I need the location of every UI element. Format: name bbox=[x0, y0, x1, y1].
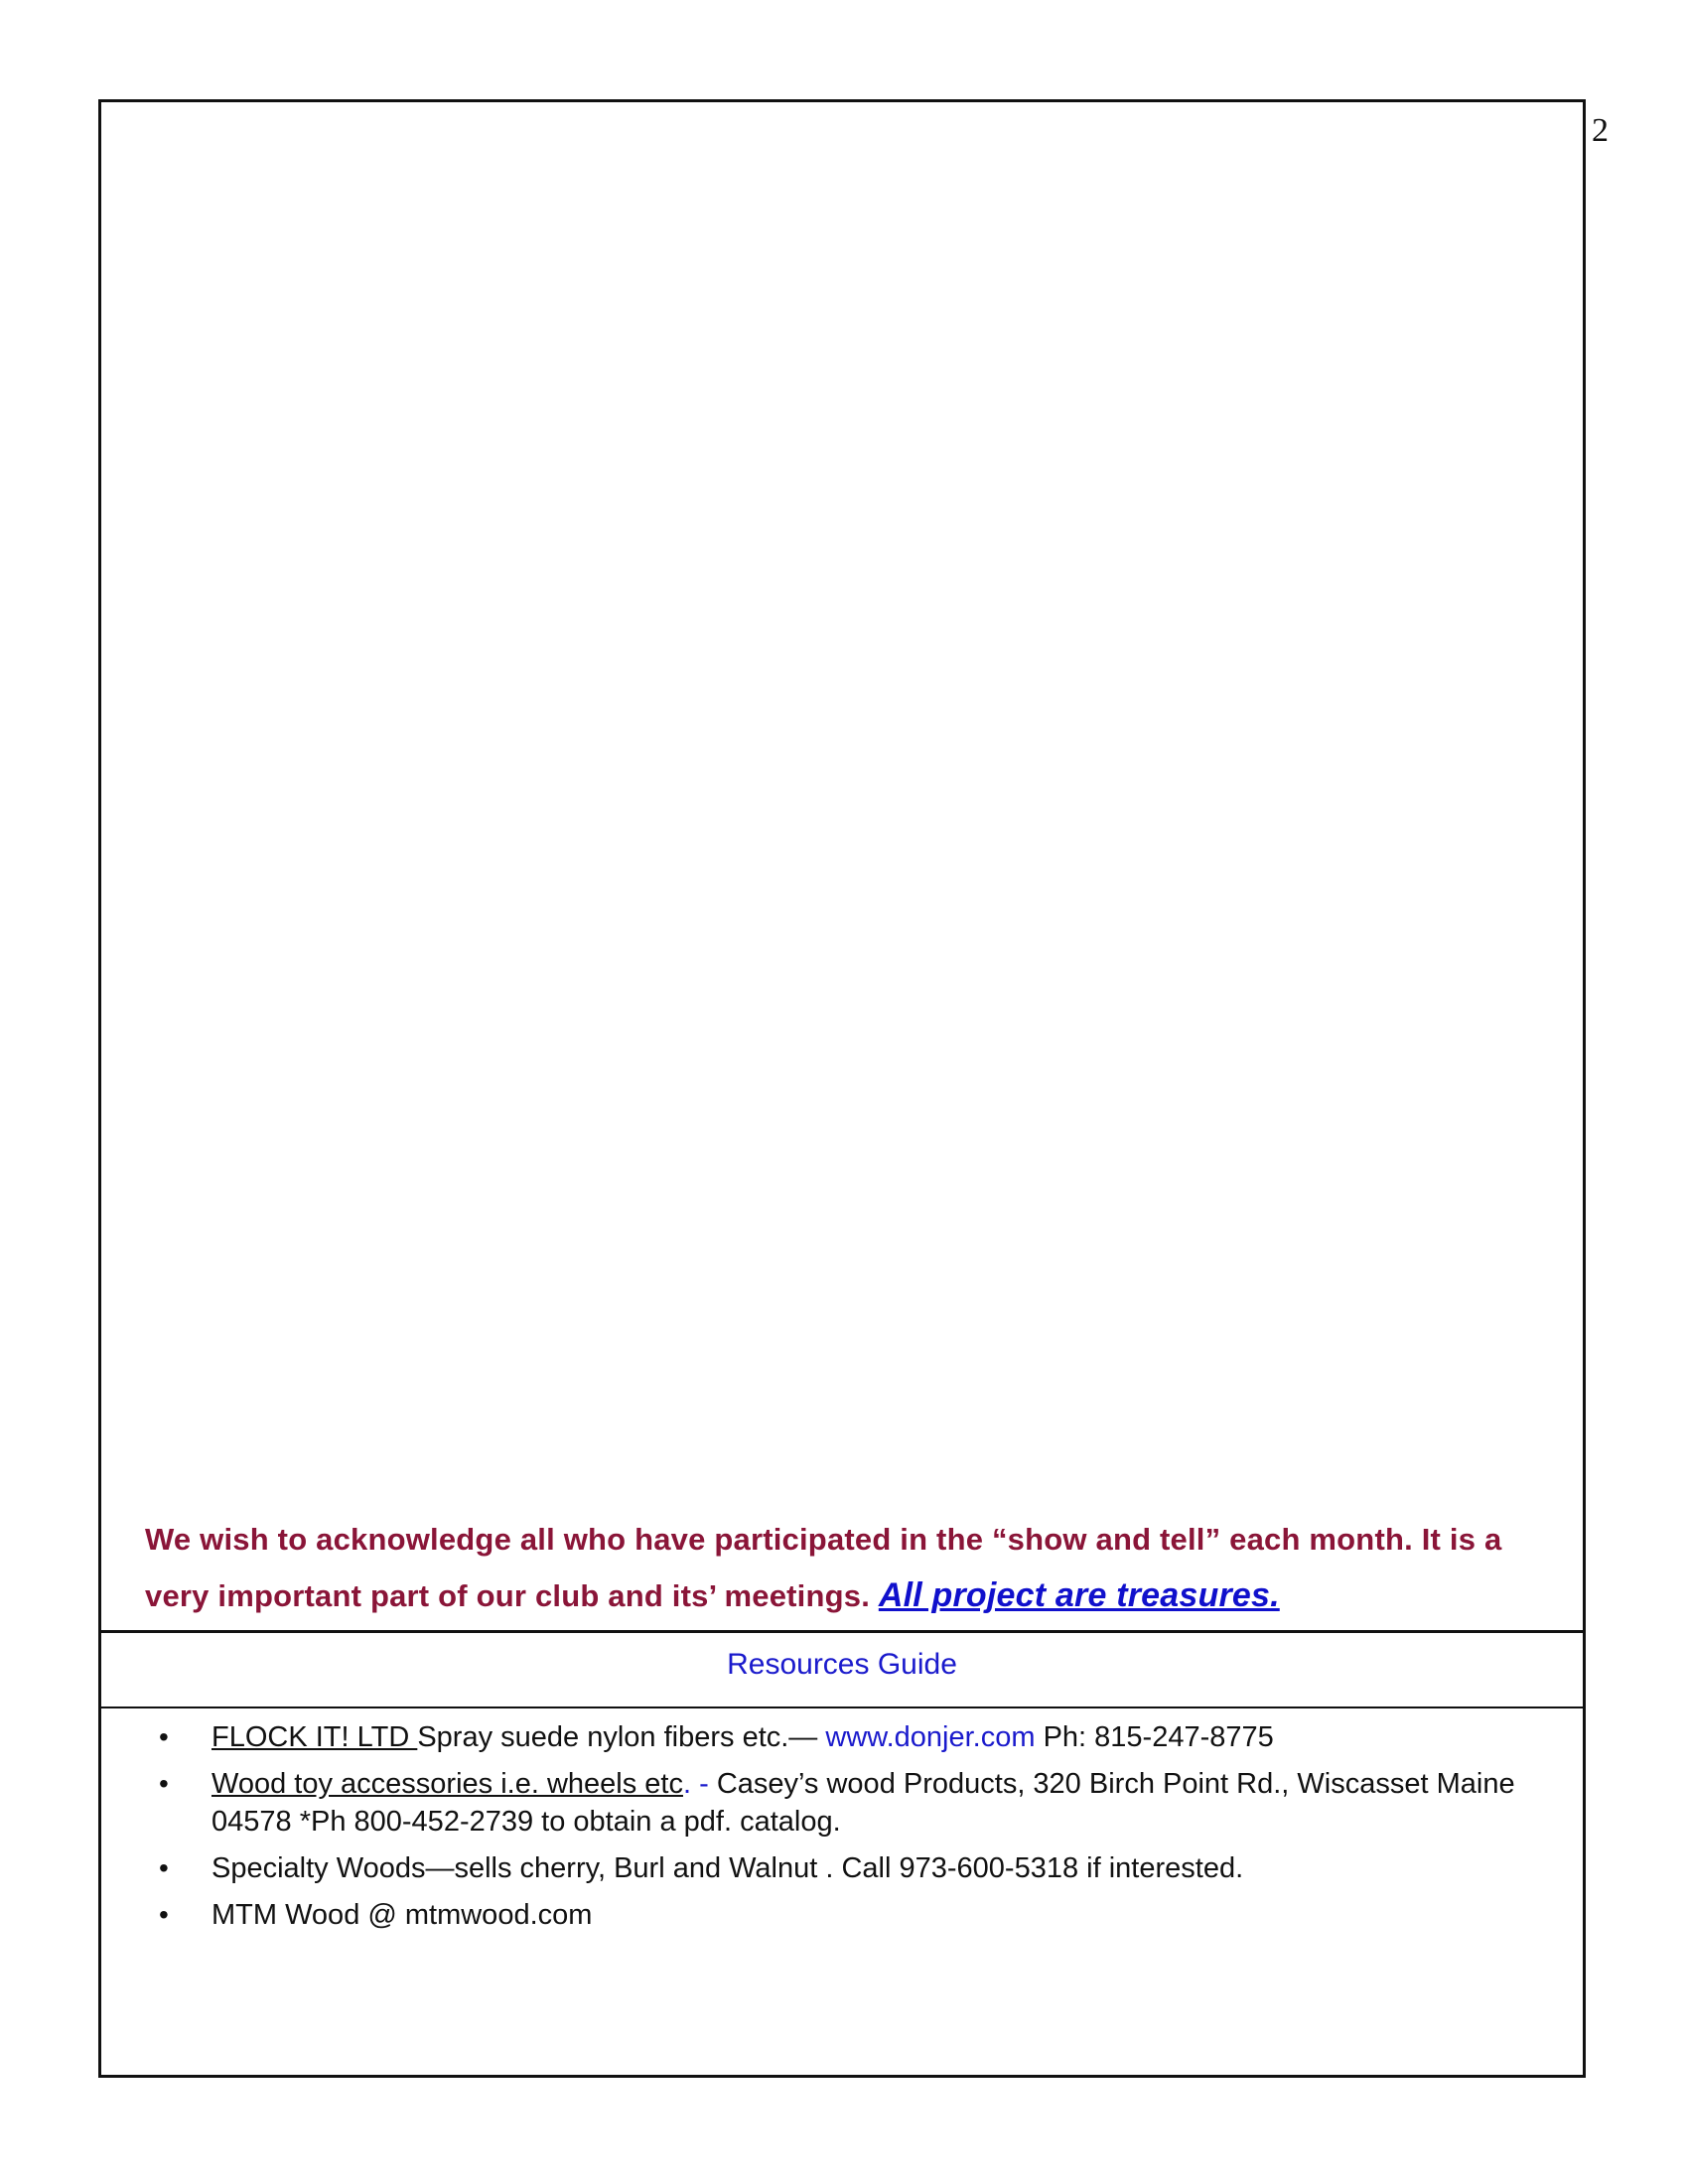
resource-description: Casey’s wood Products, 320 Birch Point Rd., Wiscasset Maine 04578 *Ph 800-452-2739 to obtain a pdf. catalog. bbox=[211, 1768, 1515, 1838]
resource-phone: Ph: 815-247-8775 bbox=[1035, 1721, 1274, 1753]
resource-separator: . - bbox=[682, 1768, 717, 1800]
resource-item-wood-toy-accessories bbox=[159, 1765, 1543, 1841]
resources-list bbox=[101, 1708, 1583, 1943]
page-number: 2 bbox=[1592, 112, 1609, 149]
resource-text: MTM Wood @ mtmwood.com bbox=[211, 1899, 593, 1931]
newsletter-frame bbox=[98, 99, 1586, 2078]
resource-name: FLOCK IT! LTD bbox=[211, 1721, 418, 1753]
resource-item-mtm-wood bbox=[159, 1896, 1543, 1934]
resource-item-flock-it bbox=[159, 1718, 1543, 1756]
resource-item-specialty-woods bbox=[159, 1849, 1543, 1887]
feature-box bbox=[101, 102, 1583, 1633]
acknowledgement-highlight: All project are treasures. bbox=[878, 1576, 1280, 1614]
resource-link[interactable]: www.donjer.com bbox=[825, 1721, 1036, 1753]
resource-description: Spray suede nylon fibers etc.— bbox=[417, 1721, 826, 1753]
resource-text: Specialty Woods—sells cherry, Burl and Walnut . Call 973-600-5318 if interested. bbox=[211, 1852, 1244, 1884]
resources-title: Resources Guide bbox=[101, 1633, 1583, 1708]
resource-name: Wood toy accessories i.e. wheels etc bbox=[211, 1768, 683, 1800]
acknowledgement-body: We wish to acknowledge all who have participated in the “show and tell” each month. It is a very important part of our club and its’ meetings. bbox=[145, 1522, 1502, 1613]
acknowledgement-text bbox=[145, 1512, 1545, 1624]
